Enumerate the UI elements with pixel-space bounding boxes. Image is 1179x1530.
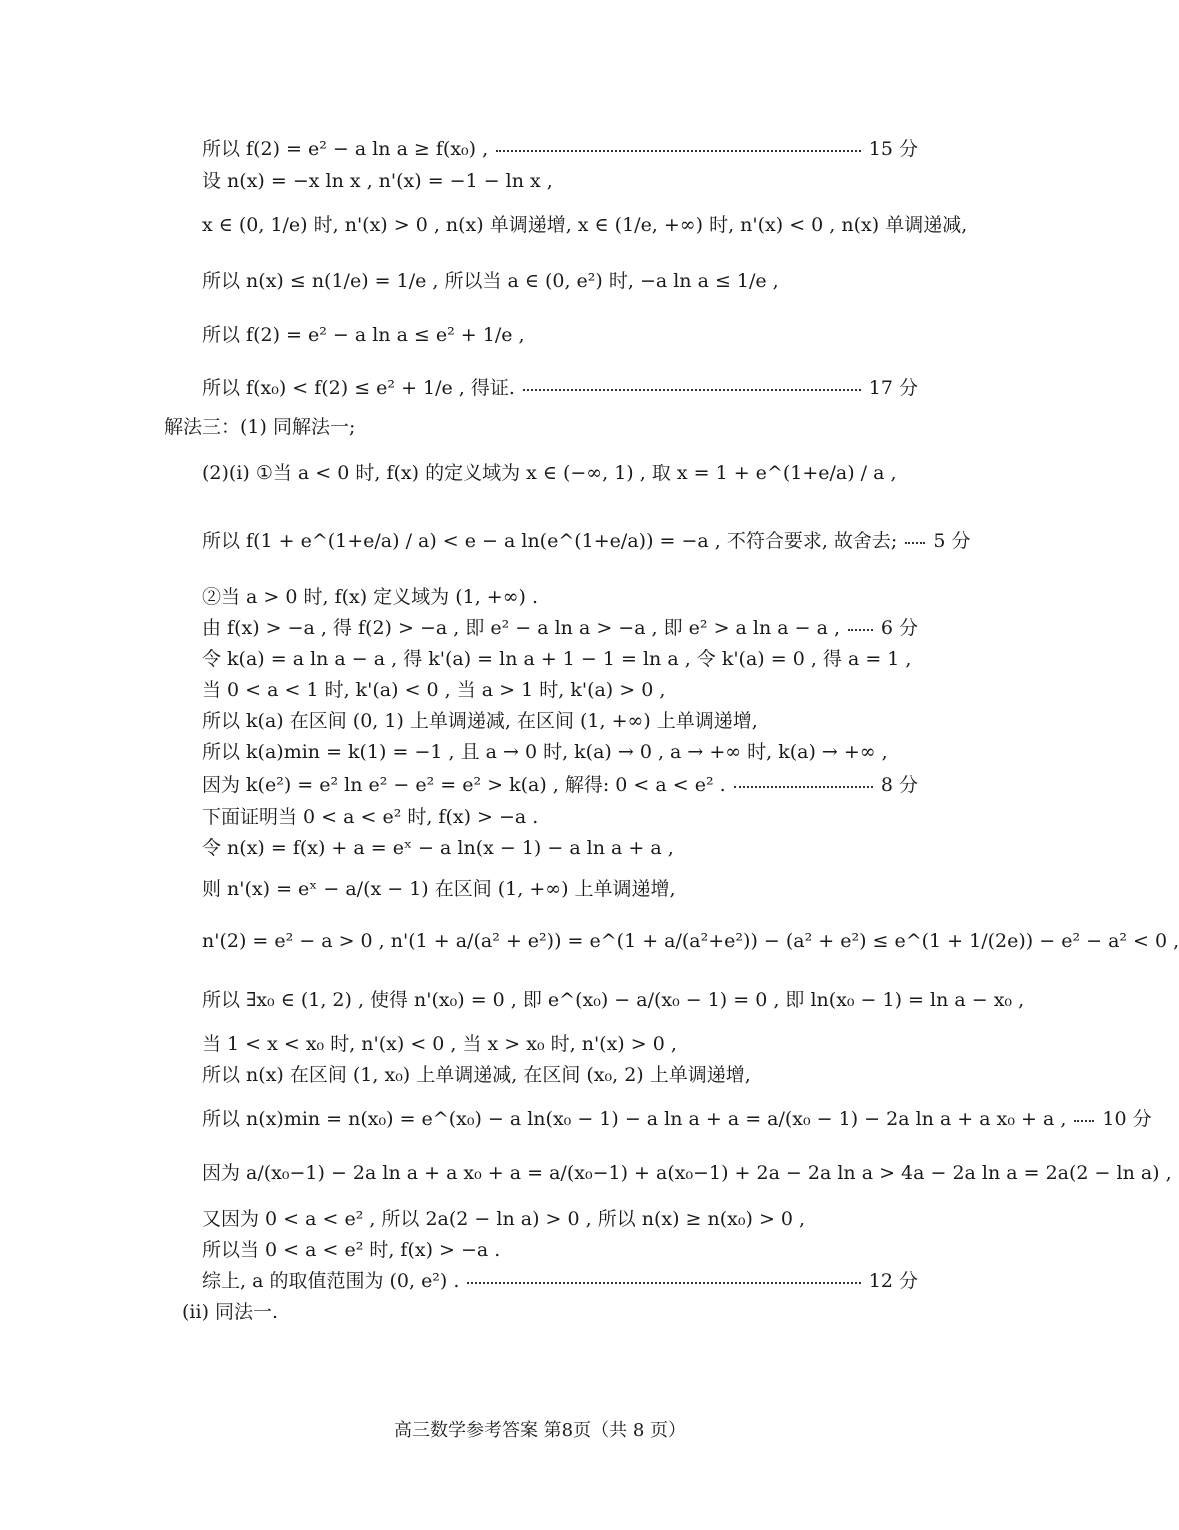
score-label: 15 分	[868, 137, 918, 160]
leader-dots	[1074, 1120, 1094, 1122]
solution-line	[0, 1293, 1080, 1327]
line-text: 所以 k(a) 在区间 (0, 1) 上单调递减, 在区间 (1, +∞) 上单调递增,	[202, 709, 758, 732]
score-label: 5 分	[933, 529, 971, 552]
line-text: 令 k(a) = a ln a − a , 得 k'(a) = ln a + 1 − 1 = ln a , 令 k'(a) = 0 , 得 a = 1 ,	[202, 647, 912, 670]
solution-line	[0, 454, 1080, 488]
solution-line	[0, 1231, 1080, 1265]
solution-line	[0, 1025, 1080, 1059]
line-text: 所以 n(x)min = n(x₀) = e^(x₀) − a ln(x₀ − 1) − a ln a + a = a/(x₀ − 1) − 2a ln a + a x₀ + a ,	[202, 1107, 1067, 1130]
solution-line	[0, 671, 1080, 705]
line-text: 解法三：(1) 同解法一;	[164, 415, 356, 438]
line-text: 所以 n(x) 在区间 (1, x₀) 上单调递减, 在区间 (x₀, 2) 上单调递增,	[202, 1063, 751, 1086]
line-text: 令 n(x) = f(x) + a = eˣ − a ln(x − 1) − a ln a + a ,	[202, 836, 674, 859]
solution-line	[0, 981, 1080, 1015]
line-text: (2)(i) ①当 a < 0 时, f(x) 的定义域为 x ∈ (−∞, 1) , 取 x = 1 + e^(1+e/a) / a ,	[202, 461, 897, 484]
score-label: 10 分	[1102, 1107, 1152, 1130]
score-label: 8 分	[880, 773, 918, 796]
solution-line	[0, 162, 1080, 196]
solution-line	[0, 733, 1080, 767]
solution-line	[0, 640, 1080, 674]
line-text: x ∈ (0, 1/e) 时, n'(x) > 0 , n(x) 单调递增, x ∈ (1/e, +∞) 时, n'(x) < 0 , n(x) 单调递减,	[202, 213, 968, 236]
solution-line	[0, 369, 1080, 403]
solution-line	[0, 870, 1080, 904]
section-heading	[0, 408, 1080, 442]
leader-dots	[523, 389, 861, 391]
solution-line	[0, 798, 1080, 832]
line-text: 所以 f(2) = e² − a ln a ≥ f(x₀) ,	[202, 137, 489, 160]
line-text: 设 n(x) = −x ln x , n'(x) = −1 − ln x ,	[202, 169, 553, 192]
solution-line	[0, 1262, 1080, 1296]
line-text: 所以 f(x₀) < f(2) ≤ e² + 1/e , 得证.	[202, 376, 515, 399]
line-text: 当 0 < a < 1 时, k'(a) < 0 , 当 a > 1 时, k'(a) > 0 ,	[202, 678, 666, 701]
line-text: 所以当 0 < a < e² 时, f(x) > −a .	[202, 1238, 501, 1261]
solution-line	[0, 1100, 1152, 1134]
score-label: 12 分	[868, 1269, 918, 1292]
solution-line	[0, 316, 1080, 350]
line-text: 所以 f(2) = e² − a ln a ≤ e² + 1/e ,	[202, 323, 525, 346]
score-label: 17 分	[868, 376, 918, 399]
line-text: 所以 n(x) ≤ n(1/e) = 1/e , 所以当 a ∈ (0, e²) 时, −a ln a ≤ 1/e ,	[202, 269, 779, 292]
leader-dots	[734, 786, 873, 788]
solution-line	[0, 206, 1080, 240]
leader-dots	[496, 150, 861, 152]
line-text: 当 1 < x < x₀ 时, n'(x) < 0 , 当 x > x₀ 时, n'(x) > 0 ,	[202, 1032, 677, 1055]
line-text: 由 f(x) > −a , 得 f(2) > −a , 即 e² − a ln a > −a , 即 e² > a ln a − a ,	[202, 616, 840, 639]
line-text: (ii) 同法一.	[182, 1300, 279, 1323]
solution-line	[0, 1154, 1172, 1188]
solution-line	[0, 829, 1080, 863]
line-text: 则 n'(x) = eˣ − a/(x − 1) 在区间 (1, +∞) 上单调递增,	[202, 877, 676, 900]
solution-line	[0, 609, 1080, 643]
line-text: 所以 f(1 + e^(1+e/a) / a) < e − a ln(e^(1+e/a)) = −a , 不符合要求, 故舍去;	[202, 529, 898, 552]
score-label: 6 分	[880, 616, 918, 639]
line-text: ②当 a > 0 时, f(x) 定义域为 (1, +∞) .	[202, 585, 539, 608]
line-text: 因为 k(e²) = e² ln e² − e² = e² > k(a) , 解得: 0 < a < e² .	[202, 773, 726, 796]
solution-line	[0, 262, 1080, 296]
solution-line	[0, 766, 1080, 800]
solution-line	[0, 578, 1080, 612]
leader-dots	[905, 542, 925, 544]
solution-line	[0, 924, 1179, 958]
line-text: 又因为 0 < a < e² , 所以 2a(2 − ln a) > 0 , 所以 n(x) ≥ n(x₀) > 0 ,	[202, 1207, 806, 1230]
page-footer: 高三数学参考答案 第8页（共 8 页）	[393, 1420, 687, 1441]
line-text: n'(2) = e² − a > 0 , n'(1 + a/(a² + e²)) = e^(1 + a/(a²+e²)) − (a² + e²) ≤ e^(1 + 1/(2e)) − e² − a² < 0 ,	[202, 930, 1179, 952]
line-text: 下面证明当 0 < a < e² 时, f(x) > −a .	[202, 805, 539, 828]
line-text: 因为 a/(x₀−1) − 2a ln a + a x₀ + a = a/(x₀−1) + a(x₀−1) + 2a − 2a ln a > 4a − 2a ln a = 2a(2 − ln a) ,	[202, 1161, 1172, 1184]
leader-dots	[848, 629, 873, 631]
line-text: 所以 ∃x₀ ∈ (1, 2) , 使得 n'(x₀) = 0 , 即 e^(x₀) − a/(x₀ − 1) = 0 , 即 ln(x₀ − 1) = ln a − x₀ ,	[202, 988, 1025, 1011]
solution-line	[0, 1056, 1080, 1090]
solution-line	[0, 702, 1080, 736]
solution-line	[0, 130, 1080, 164]
leader-dots	[467, 1282, 860, 1284]
solution-line	[0, 1200, 1080, 1234]
solution-line	[0, 522, 1080, 556]
line-text: 综上, a 的取值范围为 (0, e²) .	[202, 1269, 460, 1292]
line-text: 所以 k(a)min = k(1) = −1 , 且 a → 0 时, k(a) → 0 , a → +∞ 时, k(a) → +∞ ,	[202, 740, 888, 763]
